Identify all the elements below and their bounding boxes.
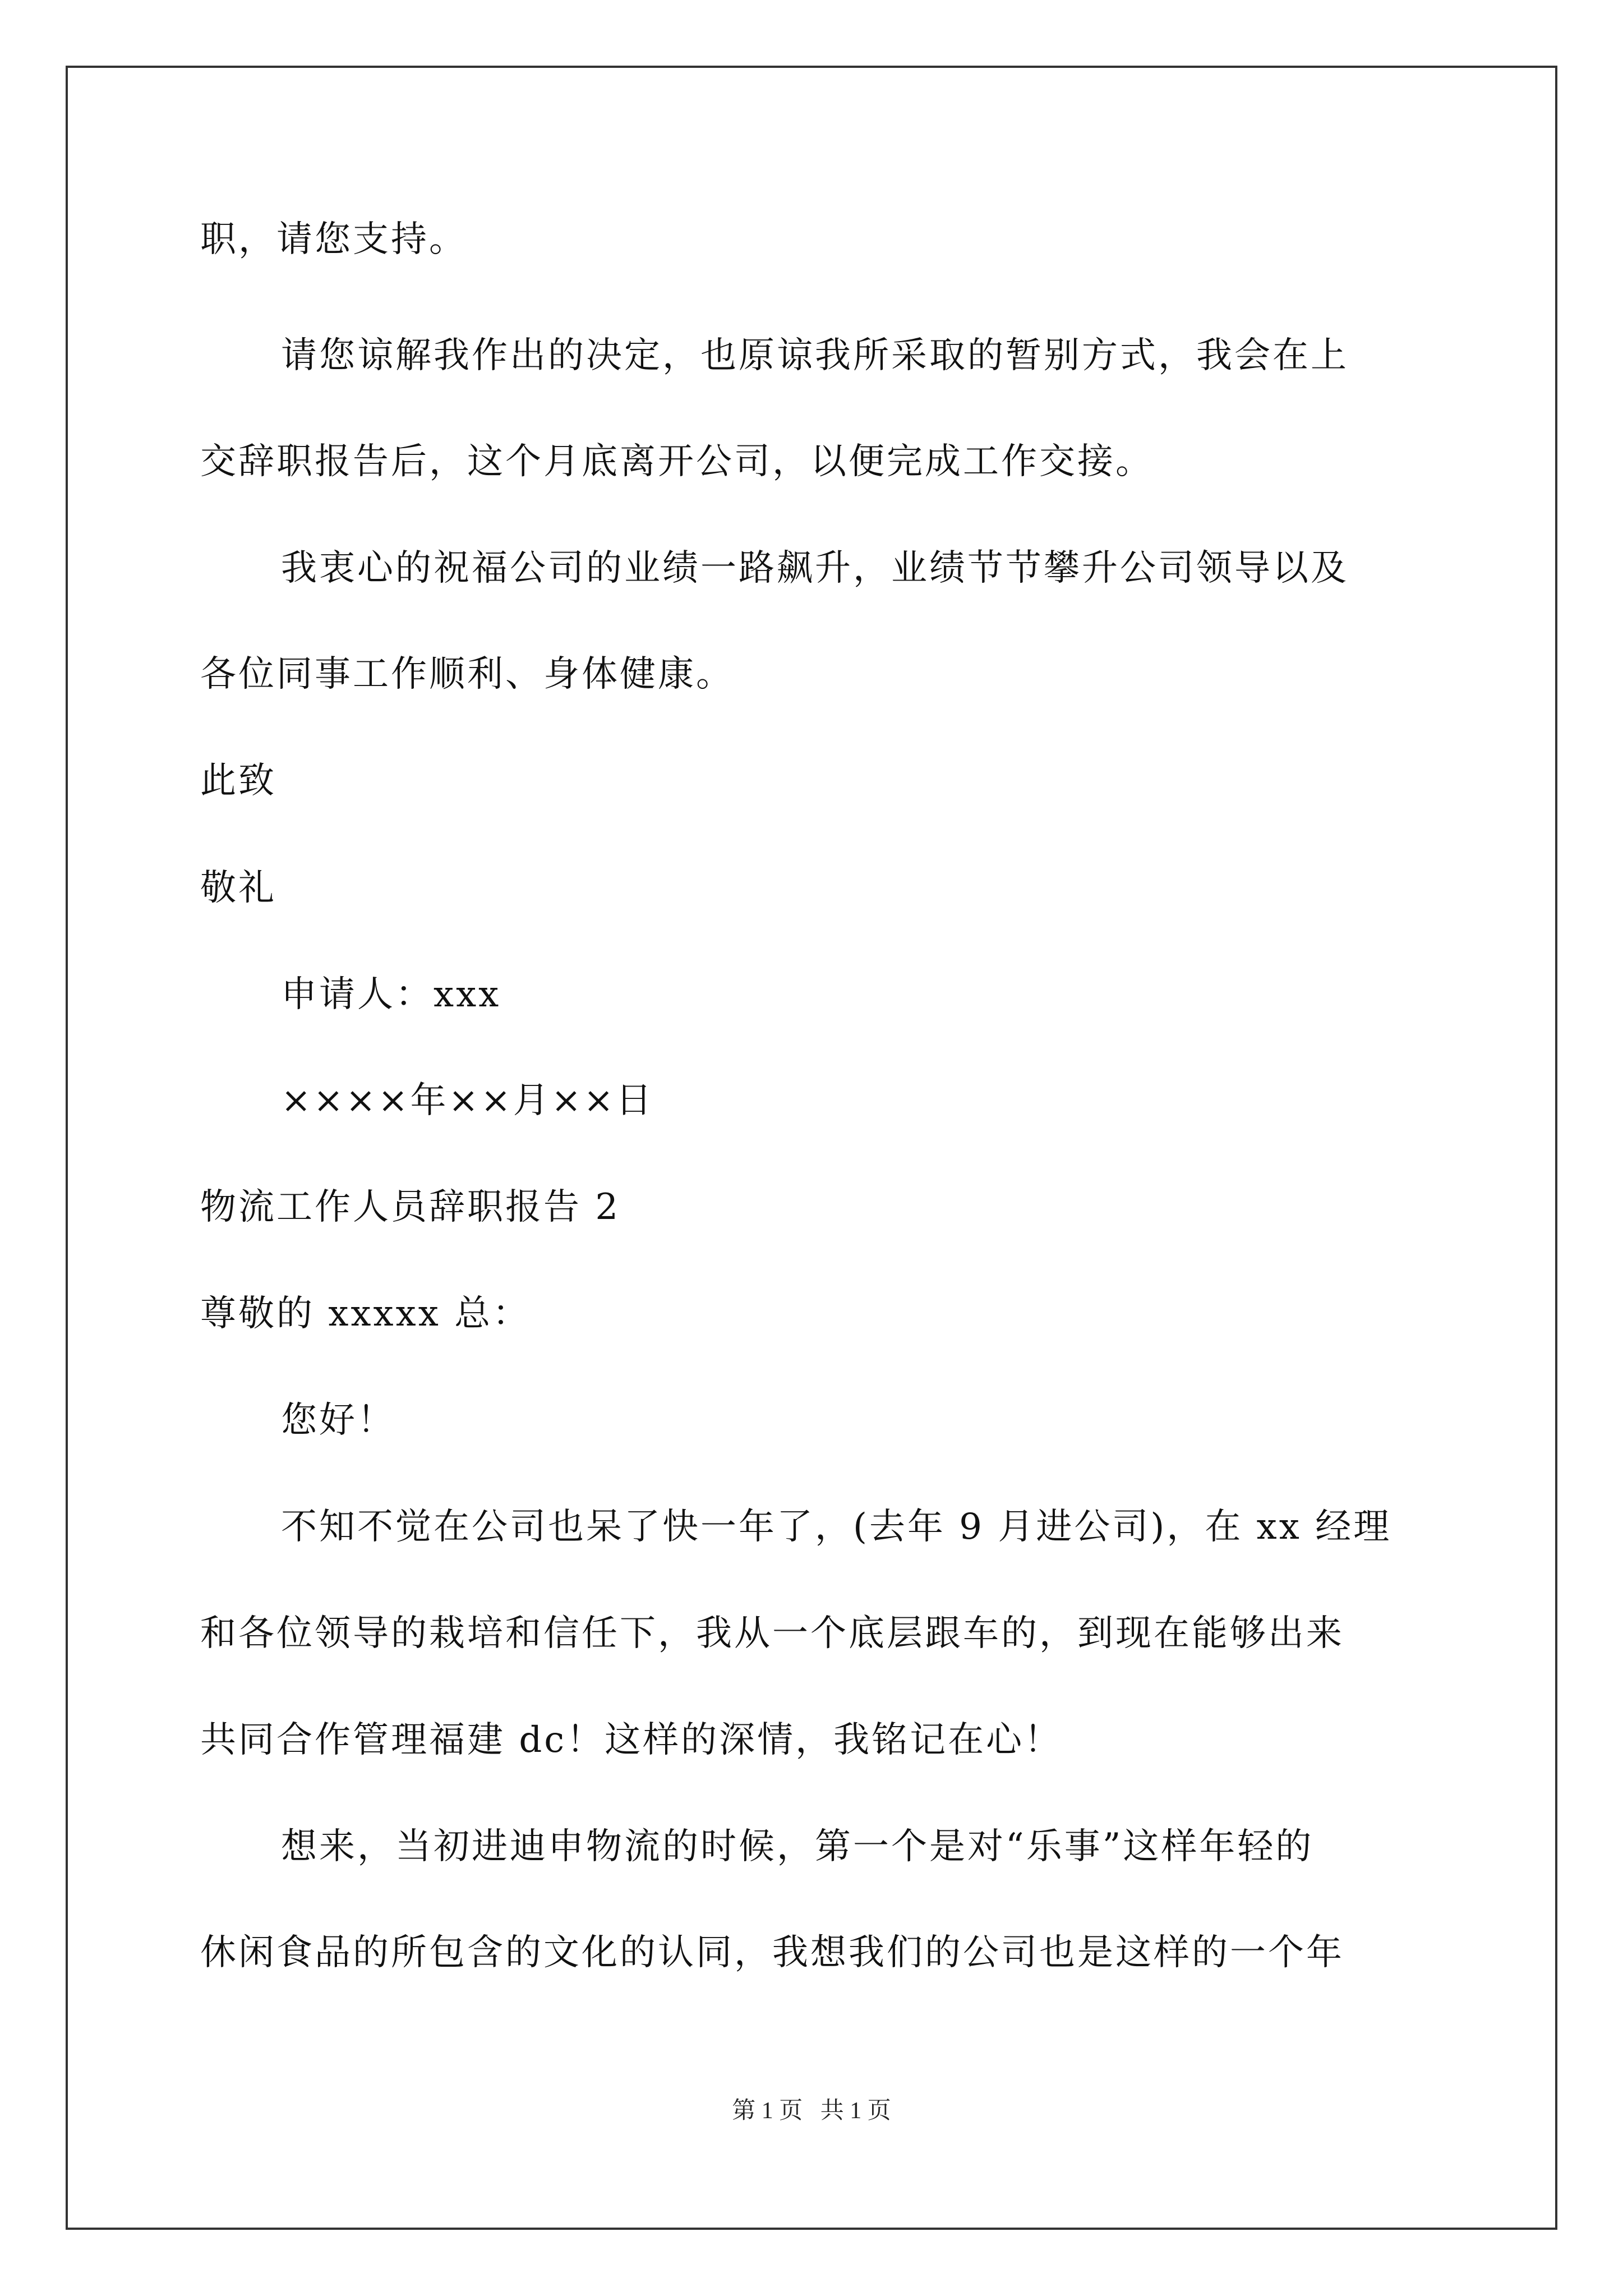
page-border (66, 66, 1557, 2230)
closing-regards: 敬礼 (200, 867, 276, 909)
paragraph-line: 休闲食品的所包含的文化的认同，我想我们的公司也是这样的一个年 (200, 1932, 1344, 1973)
closing-salutation: 此致 (200, 760, 276, 802)
date-line: ××××年××月××日 (281, 1080, 654, 1121)
greeting-line: 尊敬的 xxxxx 总： (200, 1293, 531, 1335)
paragraph-line: 各位同事工作顺利、身体健康。 (200, 654, 734, 695)
paragraph-line: 交辞职报告后，这个月底离开公司，以便完成工作交接。 (200, 441, 1154, 482)
paragraph-line: 不知不觉在公司也呆了快一年了，(去年 9 月进公司)，在 xx 经理 (281, 1506, 1392, 1548)
paragraph-line: 共同合作管理福建 dc！这样的深情，我铭记在心！ (200, 1719, 1063, 1761)
page-number-footer: 第 1 页 共 1 页 (732, 2098, 891, 2124)
paragraph-line: 职，请您支持。 (200, 219, 467, 260)
section-title: 物流工作人员辞职报告 2 (200, 1186, 621, 1228)
paragraph-line: 想来，当初进迪申物流的时候，第一个是对“乐事”这样年轻的 (281, 1826, 1314, 1867)
paragraph-line: 请您谅解我作出的决定，也原谅我所采取的暂别方式，我会在上 (281, 335, 1349, 376)
hello-line: 您好！ (281, 1400, 395, 1441)
paragraph-line: 和各位领导的栽培和信任下，我从一个底层跟车的，到现在能够出来 (200, 1613, 1344, 1654)
applicant-line: 申请人：xxx (281, 974, 501, 1015)
paragraph-line: 我衷心的祝福公司的业绩一路飙升，业绩节节攀升公司领导以及 (281, 547, 1349, 589)
